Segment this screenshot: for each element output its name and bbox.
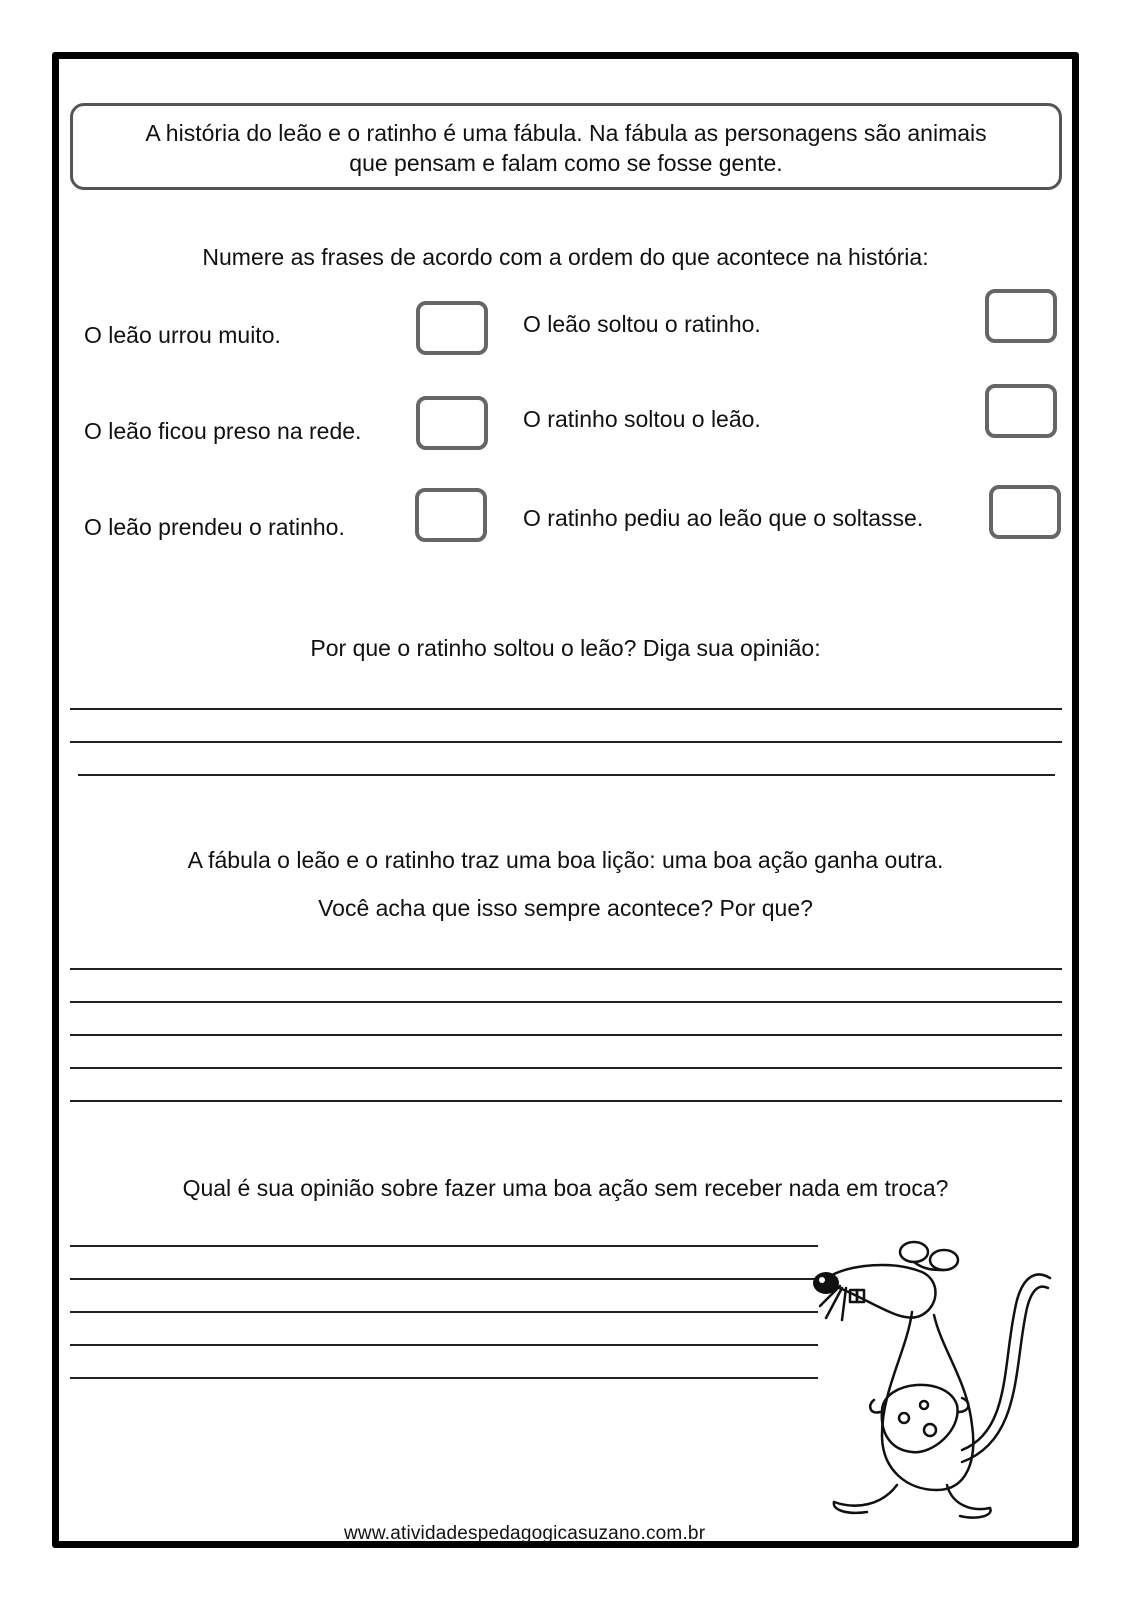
answer-box-left-2[interactable] — [416, 396, 488, 450]
answer-line[interactable] — [70, 1067, 1062, 1069]
intro-line-2: que pensam e falam como se fosse gente. — [349, 150, 783, 176]
right-item-1: O leão soltou o ratinho. — [523, 311, 761, 337]
question-1: Por que o ratinho soltou o leão? Diga sua opinião: — [310, 635, 821, 661]
answer-line[interactable] — [70, 1245, 818, 1247]
answer-line[interactable] — [70, 1311, 818, 1313]
answer-box-left-3[interactable] — [415, 488, 487, 542]
question-2-line-2: Você acha que isso sempre acontece? Por que? — [318, 895, 813, 921]
answer-box-right-1[interactable] — [985, 289, 1057, 343]
answer-line[interactable] — [70, 708, 1062, 710]
answer-line[interactable] — [70, 1100, 1062, 1102]
answer-line[interactable] — [70, 1377, 818, 1379]
left-item-1: O leão urrou muito. — [84, 322, 281, 348]
mouse-illustration — [812, 1240, 1062, 1540]
answer-line[interactable] — [70, 1034, 1062, 1036]
footer-url: www.atividadespedagogicasuzano.com.br — [344, 1523, 706, 1544]
answer-box-left-1[interactable] — [416, 301, 488, 355]
answer-box-right-2[interactable] — [985, 384, 1057, 438]
question-3: Qual é sua opinião sobre fazer uma boa ação sem receber nada em troca? — [182, 1175, 949, 1201]
ordering-instruction: Numere as frases de acordo com a ordem do que acontece na história: — [202, 244, 929, 270]
answer-line[interactable] — [70, 968, 1062, 970]
answer-line[interactable] — [70, 1278, 818, 1280]
intro-box — [70, 103, 1062, 190]
answer-line[interactable] — [70, 1001, 1062, 1003]
question-2-line-1: A fábula o leão e o ratinho traz uma boa lição: uma boa ação ganha outra. — [187, 847, 944, 873]
answer-line[interactable] — [70, 1344, 818, 1346]
left-item-2: O leão ficou preso na rede. — [84, 418, 362, 444]
intro-line-1: A história do leão e o ratinho é uma fábula. Na fábula as personagens são animais — [145, 120, 987, 146]
answer-line[interactable] — [78, 774, 1055, 776]
answer-box-right-3[interactable] — [989, 485, 1061, 539]
left-item-3: O leão prendeu o ratinho. — [84, 514, 345, 540]
right-item-2: O ratinho soltou o leão. — [523, 406, 761, 432]
answer-line[interactable] — [70, 741, 1062, 743]
right-item-3: O ratinho pediu ao leão que o soltasse. — [523, 505, 924, 531]
